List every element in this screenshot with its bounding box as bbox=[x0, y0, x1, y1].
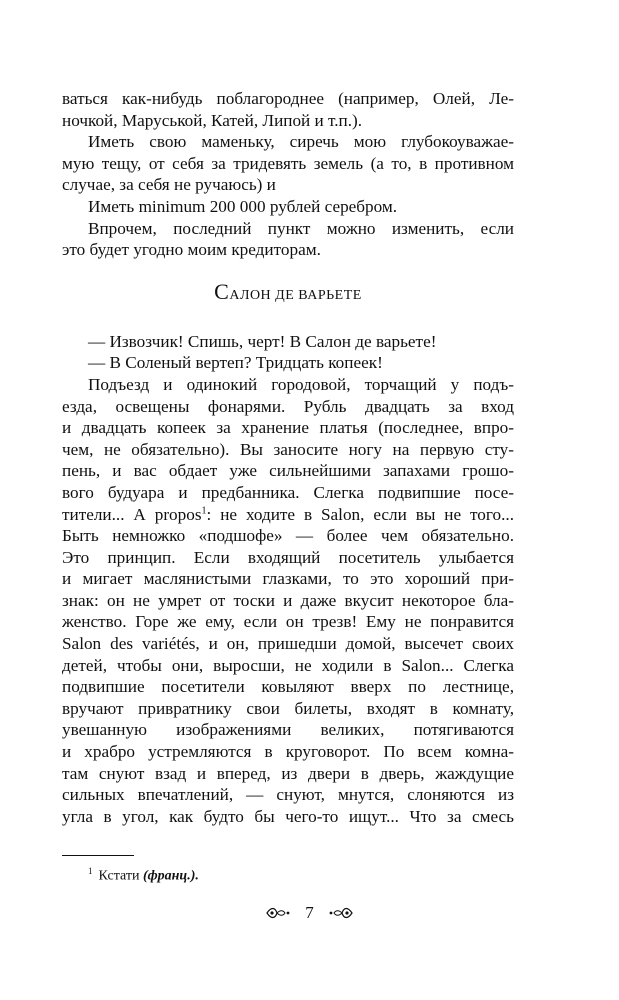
body-text bbox=[62, 88, 514, 827]
footnote bbox=[88, 862, 199, 886]
text-fragment: : не ходите в Salon, если вы не того... bbox=[206, 504, 514, 524]
text-line: знак: он не умрет от тоски и даже вкусит некоторое бла- bbox=[62, 590, 514, 610]
fleuron-right-icon bbox=[328, 905, 354, 921]
footnote-text: Кстати bbox=[98, 868, 140, 884]
text-line: пень, и вас обдает уже сильнейшими запахами грошо- bbox=[62, 461, 514, 481]
text-line: мую тещу, от себя за тридевять земель (а то, в противном bbox=[62, 153, 514, 173]
text-line: чем, не обязательно). Вы заносите ногу на первую сту- bbox=[62, 439, 514, 459]
text-line: езда, освещены фонарями. Рубль двадцать за вход bbox=[62, 396, 514, 416]
page-footer bbox=[0, 900, 619, 925]
text-line: и двадцать копеек за хранение платья (последнее, впро- bbox=[62, 418, 514, 438]
text-line: там снуют взад и вперед, из двери в дверь, жаждущие bbox=[62, 763, 514, 783]
text-line bbox=[62, 504, 514, 526]
text-line: это будет угодно моим кредиторам. bbox=[62, 240, 321, 260]
text-line: ночкой, Маруськой, Катей, Липой и т.п.). bbox=[62, 110, 363, 130]
text-line: Быть немножко «подшофе» — более чем обязательно. bbox=[62, 526, 514, 546]
text-line: увешанную изображениями великих, потягиваются bbox=[62, 720, 514, 740]
text-line: ваться как-нибудь поблагороднее (например, Олей, Ле- bbox=[62, 89, 514, 108]
text-line: вручают привратнику свои билеты, входят в комнату, bbox=[62, 698, 514, 718]
page-number: 7 bbox=[305, 903, 314, 923]
text-line: подвипшие посетители ковыляют вверх по лестнице, bbox=[62, 677, 514, 697]
text-line: Иметь minimum 200 000 рублей серебром. bbox=[88, 196, 398, 216]
footnote-divider bbox=[62, 855, 134, 856]
text-line: угла в угол, как будто бы чего-то ищут... Что за смесь bbox=[62, 806, 514, 826]
footnote-language-note: (франц.). bbox=[142, 868, 199, 884]
text-line: и мигает маслянистыми глазками, то это хороший при- bbox=[62, 569, 514, 589]
text-line: Иметь свою маменьку, сиречь мою глубокоуважае- bbox=[88, 132, 514, 152]
text-line: случае, за себя не ручаюсь) и bbox=[62, 175, 276, 195]
heading-rest: алон де варьете bbox=[229, 281, 362, 304]
fleuron-left-icon bbox=[265, 905, 291, 921]
heading-initial: С bbox=[214, 278, 230, 304]
dialogue-line: — Извозчик! Спишь, черт! В Салон де варьете! bbox=[88, 331, 437, 351]
text-line: Впрочем, последний пункт можно изменить, если bbox=[88, 218, 514, 238]
dialogue-line: — В Соленый вертеп? Тридцать копеек! bbox=[88, 353, 383, 373]
text-line: детей, чтобы они, выросши, не ходили в Salon... Слегка bbox=[62, 655, 514, 675]
text-fragment: тители... А propos bbox=[62, 504, 202, 524]
footnote-reference: 1 bbox=[201, 504, 207, 516]
text-line: Это принцип. Если входящий посетитель улыбается bbox=[62, 547, 514, 567]
text-line: женство. Горе же ему, если он трезв! Ему не понравится bbox=[62, 612, 514, 632]
footnote-number: 1 bbox=[88, 866, 93, 876]
text-line: вого будуара и предбанника. Слегка подвипшие посе- bbox=[62, 482, 514, 502]
text-line: Подъезд и одинокий городовой, торчащий у подъ- bbox=[88, 374, 514, 394]
text-line: Salon des variétés, и он, пришедши домой, высечет своих bbox=[62, 634, 514, 654]
chapter-heading bbox=[62, 271, 514, 313]
text-line: и храбро устремляются в круговорот. По всем комна- bbox=[62, 742, 514, 762]
text-line: сильных впечатлений, — снуют, мнутся, слоняются из bbox=[62, 785, 514, 805]
